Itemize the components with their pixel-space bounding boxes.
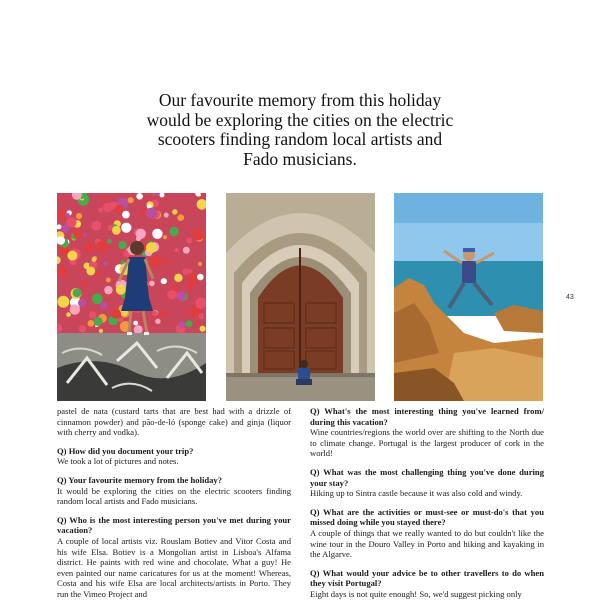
answer: We took a lot of pictures and notes. [57,456,179,467]
question: Q) Who is the most interesting person you've met during your vacation? [57,514,291,536]
answer: A couple of things that we really wanted to do but couldn't like the wine tour in the Douro Valley in Porto and hiking and kayaking in the Algarve. [310,527,544,560]
photo-church-door [226,193,375,401]
pull-quote [120,91,480,169]
question: Q) Your favourite memory from the holiday? [57,474,223,485]
qa-item [310,406,544,459]
question: Q) What would your advice be to other travellers to do when they visit Portugal? [310,567,544,589]
question: Q) What are the activities or must-see or must-do's that you missed doing while you stayed there? [310,506,544,528]
qa-item [57,446,291,467]
pull-quote-line: Our favourite memory from this holiday [158,90,442,110]
page-number: 43 [566,294,574,301]
right-column [310,406,544,608]
photo-coastal-jump [394,193,543,401]
qa-item [57,515,291,600]
answer: A couple of local artists viz. Rouslam Botiev and Vitor Costa and his wife Elsa. Botiev is a Mongolian artist in Lisboa's Alfama district. He paints with red wine and chocolate. What a guy! He even painted our name caricatures for us at the moment! Whereas, Costa and his wife Elsa are local architects/artists in Porto. They run the Vimeo Project and [57,535,291,599]
qa-item [310,568,544,600]
question: Q) What's the most interesting thing you've learned from/ during this vacation? [310,406,544,427]
qa-item [310,507,544,560]
question: Q) How did you document your trip? [57,445,194,456]
photo-flower-wall [57,193,206,401]
answer: Hiking up to Sintra castle because it was also cold and windy. [310,488,523,499]
answer: Wine countries/regions the world over are shifting to the North due to climate change. Portugal is the largest producer of cork in the world! [310,427,544,459]
answer: It would be exploring the cities on the electric scooters finding random local artists and Fado musicians. [57,485,291,507]
intro-paragraph: pastel de nata (custard tarts that are best had with a drizzle of cinnamon powder) and pão-de-ló (sponge cake) and ginja (liquor with cherry and vodka). [57,406,291,438]
answer: Eight days is not quite enough! So, we'd suggest picking only [310,588,522,599]
left-column [57,406,291,608]
pull-quote-line: Fado musicians. [243,148,357,169]
qa-item [310,467,544,499]
qa-item [57,475,291,507]
pull-quote-line: would be exploring the cities on the electric [146,109,454,130]
question: Q) What was the most challenging thing you've done during your stay? [310,466,544,488]
pull-quote-line: scooters finding random local artists and [157,129,443,149]
